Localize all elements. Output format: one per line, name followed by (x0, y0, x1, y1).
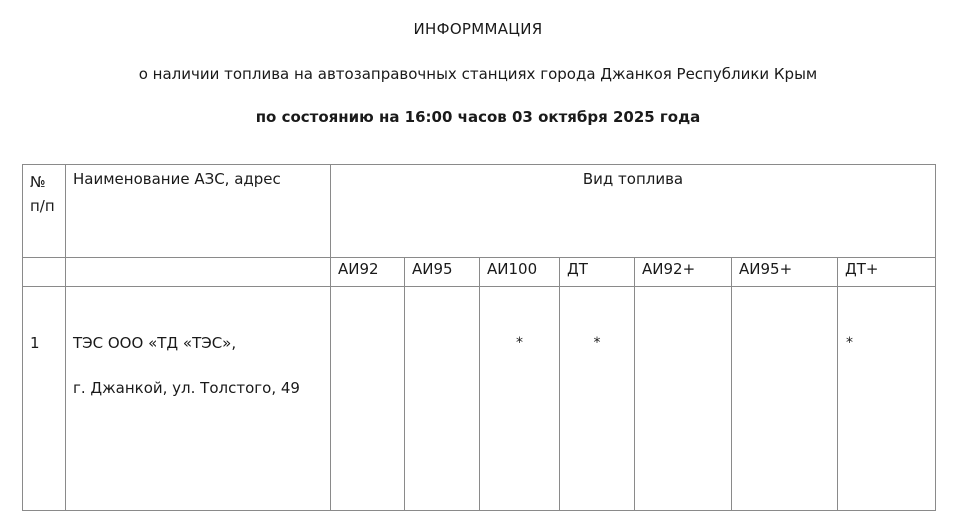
row-number: 1 (23, 287, 66, 511)
document-title: ИНФОРММАЦИЯ (413, 20, 543, 38)
fuel-header-ai92: АИ92 (331, 258, 405, 287)
fuel-header-ai92-plus: АИ92+ (635, 258, 732, 287)
fuel-header-dt: ДТ (560, 258, 635, 287)
station-cell (66, 287, 331, 511)
header-fuel-type: Вид топлива (331, 165, 936, 258)
fuel-header-ai100: АИ100 (480, 258, 560, 287)
availability-ai95 (405, 287, 480, 511)
fuel-header-ai95: АИ95 (405, 258, 480, 287)
availability-dt: * (560, 287, 635, 511)
station-address: г. Джанкой, ул. Толстого, 49 (73, 379, 300, 397)
subheader-empty-name (66, 258, 331, 287)
availability-ai95-plus (732, 287, 838, 511)
station-name: ТЭС ООО «ТД «ТЭС», (73, 334, 237, 352)
table-row (23, 287, 936, 511)
subheader-empty-number (23, 258, 66, 287)
availability-ai92 (331, 287, 405, 511)
availability-ai92-plus (635, 287, 732, 511)
table-header-row (23, 165, 936, 258)
fuel-header-ai95-plus: АИ95+ (732, 258, 838, 287)
header-number: № п/п (23, 165, 66, 258)
document-subtitle: о наличии топлива на автозаправочных станциях города Джанкоя Республики Крым (138, 65, 818, 83)
availability-dt-plus: * (838, 287, 936, 511)
header-station-name: Наименование АЗС, адрес (66, 165, 331, 258)
fuel-availability-table (22, 164, 936, 511)
document-date-line: по состоянию на 16:00 часов 03 октября 2025 года (255, 108, 701, 126)
fuel-header-dt-plus: ДТ+ (838, 258, 936, 287)
table-subheader-row (23, 258, 936, 287)
availability-ai100: * (480, 287, 560, 511)
